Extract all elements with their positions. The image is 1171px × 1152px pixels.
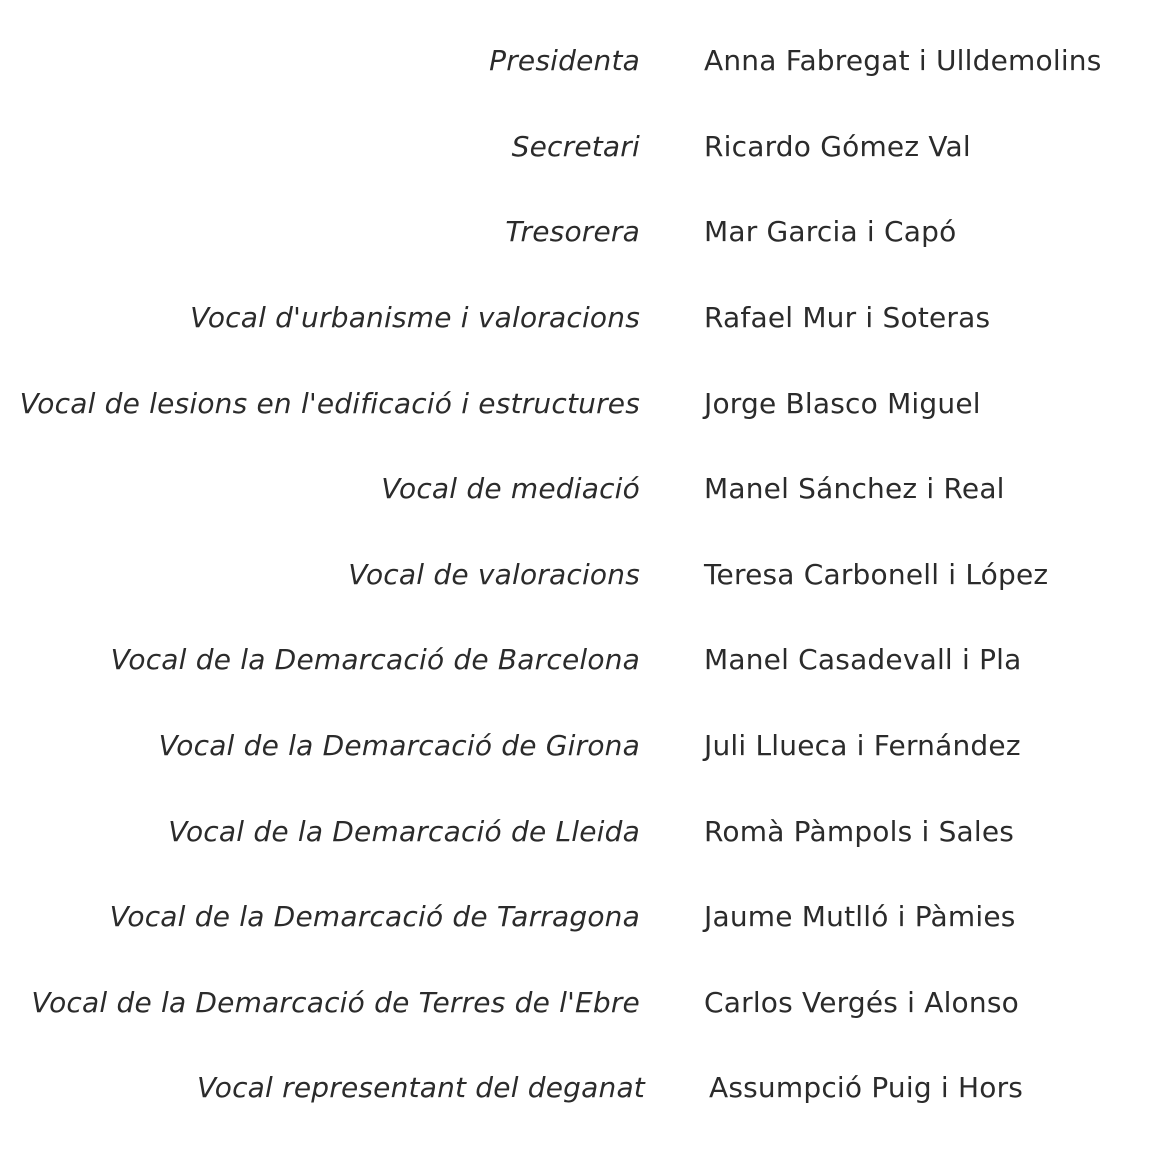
member-name: Jaume Mutlló i Pàmies: [704, 900, 1016, 934]
member-role: Vocal de la Demarcació de Terres de l'Ebre: [31, 985, 640, 1019]
member-role: Secretari: [511, 129, 640, 163]
member-role: Vocal de la Demarcació de Tarragona: [109, 900, 640, 934]
member-role: Vocal d'urbanisme i valoracions: [190, 301, 640, 335]
member-name: Romà Pàmpols i Sales: [704, 814, 1015, 848]
member-name: Anna Fabregat i Ulldemolins: [704, 44, 1102, 78]
member-role: Tresorera: [505, 215, 640, 249]
member-row: [0, 446, 1171, 532]
member-name: Manel Casadevall i Pla: [704, 643, 1022, 677]
member-role: Vocal de lesions en l'edificació i estructures: [19, 386, 640, 420]
member-row: [0, 532, 1171, 618]
member-row: [0, 960, 1171, 1046]
member-name: Manel Sánchez i Real: [704, 472, 1005, 506]
member-row: [0, 874, 1171, 960]
member-row: [0, 1045, 1171, 1131]
member-name: Rafael Mur i Soteras: [704, 301, 991, 335]
member-name: Carlos Vergés i Alonso: [704, 985, 1019, 1019]
member-row: [0, 360, 1171, 446]
member-role: Vocal de la Demarcació de Barcelona: [110, 643, 640, 677]
member-name: Juli Llueca i Fernández: [704, 729, 1021, 763]
member-name: Teresa Carbonell i López: [704, 557, 1049, 591]
member-name: Mar Garcia i Capó: [704, 215, 957, 249]
member-row: [0, 617, 1171, 703]
member-role: Vocal de la Demarcació de Girona: [158, 729, 640, 763]
member-role: Vocal de valoracions: [348, 557, 640, 591]
member-role: Vocal de mediació: [381, 472, 640, 506]
member-row: [0, 189, 1171, 275]
member-name: Jorge Blasco Miguel: [704, 386, 981, 420]
member-role: Presidenta: [489, 44, 640, 78]
member-row: [0, 18, 1171, 104]
board-members-list: [0, 18, 1171, 1131]
member-role: Vocal de la Demarcació de Lleida: [168, 814, 640, 848]
member-name: Assumpció Puig i Hors: [709, 1071, 1024, 1105]
member-row: [0, 104, 1171, 190]
member-name: Ricardo Gómez Val: [704, 129, 971, 163]
member-role: Vocal representant del deganat: [197, 1071, 645, 1105]
member-row: [0, 275, 1171, 361]
member-row: [0, 703, 1171, 789]
member-row: [0, 788, 1171, 874]
